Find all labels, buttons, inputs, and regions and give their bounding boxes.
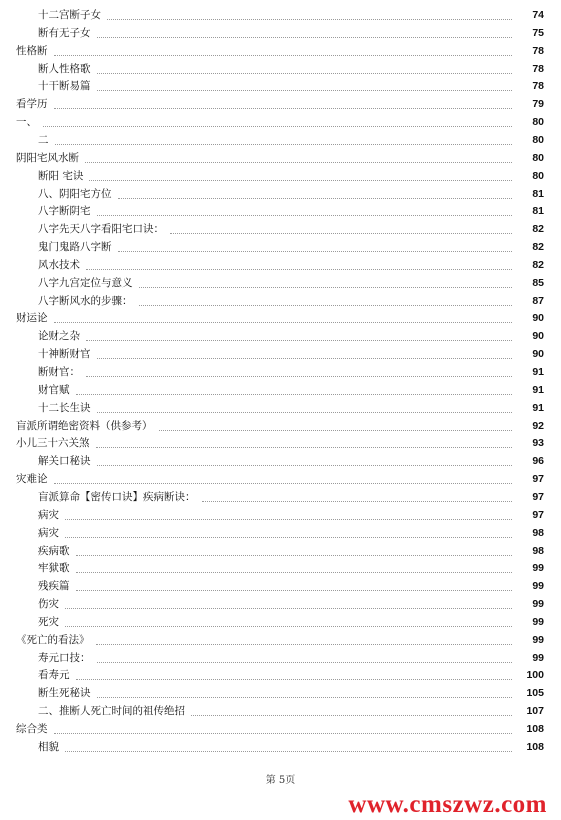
toc-entry-title: 残疾篇	[38, 580, 70, 593]
toc-leader-dots	[97, 411, 513, 413]
toc-entry-page: 96	[532, 455, 544, 468]
toc-entry-page: 80	[532, 133, 544, 146]
toc-entry[interactable]	[0, 131, 561, 149]
toc-entry-page: 80	[532, 116, 544, 129]
toc-entry-title: 病灾	[38, 508, 59, 521]
toc-entry-title: 财官赋	[38, 383, 70, 396]
toc-entry-page: 98	[532, 526, 544, 539]
toc-leader-dots	[54, 107, 513, 109]
toc-entry-page: 78	[532, 62, 544, 75]
toc-leader-dots	[118, 250, 513, 252]
toc-entry-page: 75	[532, 26, 544, 39]
toc-entry-title: 十二长生诀	[38, 401, 91, 414]
toc-entry-page: 108	[526, 723, 544, 735]
toc-entry[interactable]	[0, 327, 561, 345]
toc-entry[interactable]	[0, 542, 561, 560]
toc-entry-title: 断阳 宅诀	[38, 169, 84, 182]
toc-leader-dots	[54, 54, 513, 56]
toc-leader-dots	[170, 232, 512, 234]
toc-entry[interactable]	[0, 238, 561, 256]
toc-entry-page: 98	[532, 544, 544, 557]
toc-entry-page: 99	[532, 615, 544, 628]
toc-entry-page: 100	[526, 669, 544, 682]
toc-entry-page: 91	[532, 383, 544, 396]
toc-entry[interactable]	[0, 684, 561, 702]
toc-leader-dots	[118, 197, 513, 199]
toc-entry-title: 八、阴阳宅方位	[38, 187, 112, 200]
toc-entry-title: 阴阳宅风水断	[16, 151, 79, 164]
toc-entry-title: 二、推断人死亡时间的祖传绝招	[38, 705, 185, 718]
toc-entry-page: 78	[532, 44, 544, 57]
toc-entry-page: 97	[532, 490, 544, 503]
toc-leader-dots	[97, 464, 513, 466]
toc-leader-dots	[54, 482, 513, 484]
toc-leader-dots	[96, 643, 513, 645]
toc-entry-title: 《死亡的看法》	[16, 633, 90, 646]
toc-entry-page: 99	[532, 580, 544, 593]
toc-entry[interactable]	[0, 256, 561, 274]
toc-entry-title: 断生死秘诀	[38, 687, 91, 700]
toc-entry[interactable]	[0, 309, 561, 327]
toc-entry[interactable]	[0, 6, 561, 24]
toc-leader-dots	[97, 214, 513, 216]
toc-entry[interactable]	[0, 24, 561, 42]
toc-leader-dots	[65, 750, 512, 752]
toc-entry-page: 99	[532, 562, 544, 575]
toc-entry[interactable]	[0, 417, 561, 435]
toc-leader-dots	[159, 429, 513, 431]
toc-entry-page: 82	[532, 258, 544, 271]
toc-entry[interactable]	[0, 381, 561, 399]
toc-leader-dots	[85, 161, 512, 163]
toc-leader-dots	[86, 375, 512, 377]
toc-entry-title: 断人性格歌	[38, 62, 91, 75]
toc-leader-dots	[97, 36, 513, 38]
toc-leader-dots	[97, 89, 513, 91]
toc-entry-page: 80	[532, 169, 544, 182]
toc-entry-title: 相貌	[38, 740, 59, 753]
toc-leader-dots	[107, 18, 512, 20]
toc-leader-dots	[89, 179, 512, 181]
toc-leader-dots	[139, 286, 513, 288]
toc-entry-page: 78	[532, 80, 544, 93]
toc-entry-title: 十干断易篇	[38, 80, 91, 93]
toc-entry[interactable]	[0, 702, 561, 720]
toc-entry-title: 小儿三十六关煞	[16, 437, 90, 450]
toc-entry-title: 综合类	[16, 723, 48, 735]
toc-entry-page: 99	[532, 633, 544, 646]
toc-entry[interactable]	[0, 77, 561, 95]
toc-entry[interactable]	[0, 595, 561, 613]
toc-entry[interactable]	[0, 220, 561, 238]
toc-entry[interactable]	[0, 185, 561, 203]
toc-entry-title: 财运论	[16, 312, 48, 325]
toc-entry-page: 99	[532, 598, 544, 611]
toc-entry-page: 93	[532, 437, 544, 450]
toc-entry-page: 99	[532, 651, 544, 664]
toc-entry-title: 解关口秘诀	[38, 455, 91, 468]
toc-entry[interactable]	[0, 649, 561, 667]
toc-leader-dots	[76, 554, 513, 556]
toc-entry-title: 断有无子女	[38, 26, 91, 39]
toc-entry[interactable]	[0, 524, 561, 542]
toc-entry[interactable]	[0, 434, 561, 452]
toc-entry[interactable]	[0, 113, 561, 131]
toc-leader-dots	[202, 500, 513, 502]
toc-entry[interactable]	[0, 720, 561, 738]
toc-entry-title: 风水技术	[38, 258, 80, 271]
toc-entry-page: 90	[532, 348, 544, 361]
toc-entry[interactable]	[0, 202, 561, 220]
toc-leader-dots	[97, 661, 513, 663]
toc-entry-page: 82	[532, 223, 544, 236]
toc-leader-dots	[97, 696, 513, 698]
toc-entry-page: 90	[532, 330, 544, 343]
toc-leader-dots	[76, 678, 513, 680]
toc-entry-title: 论财之杂	[38, 330, 80, 343]
toc-entry-page: 81	[532, 187, 544, 200]
toc-entry[interactable]	[0, 274, 561, 292]
toc-entry-title: 病灾	[38, 526, 59, 539]
toc-entry-title: 一、	[16, 116, 37, 129]
toc-entry[interactable]	[0, 738, 561, 756]
toc-leader-dots	[65, 607, 512, 609]
toc-leader-dots	[86, 339, 512, 341]
toc-entry-title: 盲派所谓绝密资料（供参考）	[16, 419, 153, 432]
toc-entry-page: 81	[532, 205, 544, 218]
toc-leader-dots	[54, 321, 513, 323]
toc-leader-dots	[65, 625, 512, 627]
toc-leader-dots	[76, 589, 513, 591]
toc-entry-page: 105	[526, 687, 544, 700]
toc-entry[interactable]	[0, 506, 561, 524]
toc-leader-dots	[54, 732, 513, 734]
page-number: 第 5页	[265, 775, 296, 786]
toc-entry[interactable]	[0, 613, 561, 631]
toc-entry-title: 二	[38, 133, 49, 146]
toc-entry[interactable]	[0, 345, 561, 363]
toc-entry[interactable]	[0, 149, 561, 167]
toc-entry-title: 十二宫断子女	[38, 9, 101, 21]
toc-entry[interactable]	[0, 95, 561, 113]
toc-entry[interactable]	[0, 559, 561, 577]
toc-leader-dots	[76, 393, 513, 395]
site-watermark: www.cmszwz.com	[348, 791, 547, 818]
toc-entry-page: 91	[532, 401, 544, 414]
toc-entry-page: 74	[532, 9, 544, 21]
toc-entry-title: 八字断风水的步骤：	[38, 294, 133, 307]
toc-entry[interactable]	[0, 452, 561, 470]
toc-entry-title: 八字断阴宅	[38, 205, 91, 218]
toc-entry[interactable]	[0, 60, 561, 78]
toc-entry-title: 八字九宫定位与意义	[38, 276, 133, 289]
toc-entry-title: 疾病歌	[38, 544, 70, 557]
toc-entry[interactable]	[0, 488, 561, 506]
toc-entry-title: 看学历	[16, 98, 48, 111]
toc-entry-page: 107	[526, 705, 544, 718]
toc-entry[interactable]	[0, 167, 561, 185]
toc-entry[interactable]	[0, 577, 561, 595]
toc-leader-dots	[97, 72, 513, 74]
toc-entry-title: 伤灾	[38, 598, 59, 611]
toc-entry[interactable]	[0, 399, 561, 417]
toc-leader-dots	[76, 571, 513, 573]
toc-entry[interactable]	[0, 666, 561, 684]
toc-entry[interactable]	[0, 42, 561, 60]
toc-entry-title: 八字先天八字看阳宅口诀：	[38, 223, 164, 236]
toc-entry-title: 十神断财官	[38, 348, 91, 361]
toc-entry-page: 97	[532, 508, 544, 521]
toc-leader-dots	[65, 518, 512, 520]
toc-entry-page: 82	[532, 241, 544, 254]
toc-entry-title: 断财官：	[38, 366, 80, 378]
toc-entry-page: 91	[532, 366, 544, 378]
toc-entry-title: 鬼门鬼路八字断	[38, 241, 112, 254]
toc-entry-page: 92	[532, 419, 544, 432]
toc-leader-dots	[86, 268, 512, 270]
toc-entry-title: 寿元口技：	[38, 651, 91, 664]
toc-entry-page: 80	[532, 151, 544, 164]
toc-entry[interactable]	[0, 470, 561, 488]
toc-leader-dots	[43, 125, 512, 127]
toc-leader-dots	[97, 357, 513, 359]
toc-entry-title: 灾难论	[16, 473, 48, 486]
toc-leader-dots	[65, 536, 512, 538]
toc-entry[interactable]	[0, 292, 561, 310]
toc-entry[interactable]	[0, 363, 561, 381]
toc-entry-page: 87	[532, 294, 544, 307]
toc-entry-title: 死灾	[38, 615, 59, 628]
toc-entry-page: 97	[532, 473, 544, 486]
toc-leader-dots	[191, 714, 512, 716]
toc-entry-title: 看寿元	[38, 669, 70, 682]
toc-entry-title: 牢狱歌	[38, 562, 70, 575]
toc-entry-title: 盲派算命【密传口诀】疾病断诀：	[38, 490, 196, 503]
toc-entry-page: 85	[532, 276, 544, 289]
toc-leader-dots	[139, 304, 513, 306]
toc-leader-dots	[96, 446, 513, 448]
toc-entry-page: 79	[532, 98, 544, 111]
toc-leader-dots	[55, 143, 513, 145]
toc-entry-page: 108	[526, 740, 544, 753]
toc-entry[interactable]	[0, 631, 561, 649]
toc-entry-page: 90	[532, 312, 544, 325]
toc-entry-title: 性格断	[16, 44, 48, 57]
